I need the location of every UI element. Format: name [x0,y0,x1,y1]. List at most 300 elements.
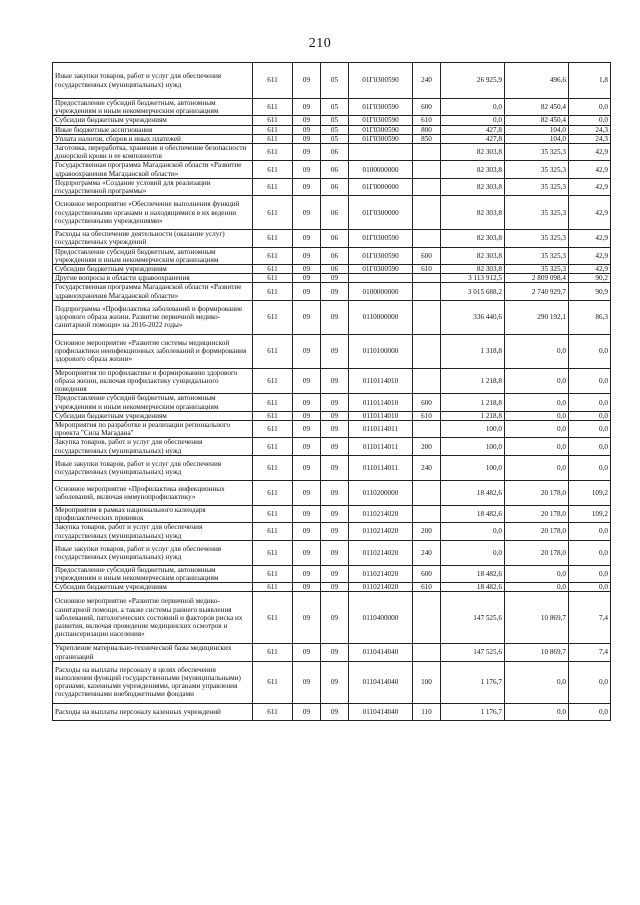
cell-actual-amount: 0,0 [505,421,569,438]
cell-section-code: 09 [293,334,321,368]
table-row [53,144,611,161]
cell-section-code: 09 [293,144,321,161]
cell-expense-type [413,283,441,300]
cell-name: Иные закупки товаров, работ и услуг для обеспечения государственных (муниципальных) нужд [53,540,253,565]
cell-ministry-code: 611 [253,565,293,582]
cell-name: Иные закупки товаров, работ и услуг для обеспечения государственных (муниципальных) нужд [53,455,253,480]
cell-expense-type: 600 [413,565,441,582]
cell-expense-type [413,592,441,644]
cell-expense-type: 610 [413,583,441,592]
cell-subsection-code: 09 [321,334,349,368]
cell-ministry-code: 611 [253,63,293,99]
cell-expense-type: 850 [413,134,441,143]
cell-ministry-code: 611 [253,368,293,394]
cell-name: Основное мероприятие «Развитие системы медицинской профилактики неинфекционных заболеваний и формирования здорового образа жизни» [53,334,253,368]
table-row [53,394,611,411]
cell-section-code: 09 [293,99,321,116]
cell-target-article: 01Г0300590 [349,125,413,134]
cell-percent: 42,9 [569,161,611,178]
table-row [53,644,611,661]
cell-percent: 0,0 [569,368,611,394]
cell-expense-type [413,230,441,247]
cell-ministry-code: 611 [253,505,293,522]
cell-planned-amount: 336 440,6 [441,300,505,334]
cell-ministry-code: 611 [253,421,293,438]
cell-name: Подпрограмма «Создание условий для реализации государственной программы» [53,178,253,195]
cell-expense-type [413,300,441,334]
cell-actual-amount: 0,0 [505,411,569,420]
cell-section-code: 09 [293,592,321,644]
cell-percent: 0,0 [569,421,611,438]
cell-actual-amount: 82 450,4 [505,99,569,116]
cell-ministry-code: 611 [253,480,293,505]
cell-expense-type: 600 [413,247,441,264]
cell-actual-amount: 10 869,7 [505,644,569,661]
cell-expense-type [413,178,441,195]
cell-target-article: 0100000000 [349,283,413,300]
cell-subsection-code: 09 [321,583,349,592]
cell-subsection-code: 06 [321,196,349,230]
cell-expense-type: 100 [413,661,441,703]
cell-target-article [349,274,413,283]
cell-actual-amount: 35 325,3 [505,230,569,247]
cell-section-code: 09 [293,661,321,703]
cell-name: Заготовка, переработка, хранение и обеспечение безопасности донорской крови и ее компонентов [53,144,253,161]
cell-planned-amount: 82 303,8 [441,178,505,195]
cell-percent: 0,0 [569,334,611,368]
cell-target-article: 0100000000 [349,161,413,178]
cell-subsection-code: 09 [321,661,349,703]
cell-percent: 1,8 [569,63,611,99]
cell-actual-amount: 35 325,3 [505,196,569,230]
cell-subsection-code: 05 [321,63,349,99]
cell-ministry-code: 611 [253,523,293,540]
cell-actual-amount: 0,0 [505,455,569,480]
cell-expense-type: 610 [413,265,441,274]
cell-section-code: 09 [293,523,321,540]
cell-target-article: 01Г0000000 [349,178,413,195]
cell-percent: 109,2 [569,505,611,522]
cell-ministry-code: 611 [253,438,293,455]
cell-actual-amount: 496,6 [505,63,569,99]
cell-ministry-code: 611 [253,411,293,420]
table-row [53,583,611,592]
cell-percent: 0,0 [569,583,611,592]
cell-target-article: 0110400000 [349,592,413,644]
cell-subsection-code: 09 [321,283,349,300]
cell-expense-type [413,368,441,394]
cell-expense-type [413,480,441,505]
cell-subsection-code: 09 [321,703,349,720]
cell-ministry-code: 611 [253,394,293,411]
cell-actual-amount: 104,0 [505,134,569,143]
cell-name: Мероприятия по разработке и реализации регионального проекта "Сила Магадана" [53,421,253,438]
cell-ministry-code: 611 [253,99,293,116]
table-row [53,505,611,522]
cell-ministry-code: 611 [253,661,293,703]
cell-name: Основное мероприятие «Обеспечение выполнения функций государственными органами и находящимися в их ведении государственными учреждениями» [53,196,253,230]
cell-section-code: 09 [293,178,321,195]
cell-ministry-code: 611 [253,196,293,230]
cell-percent: 42,9 [569,196,611,230]
cell-planned-amount: 0,0 [441,116,505,125]
cell-subsection-code: 09 [321,368,349,394]
cell-section-code: 09 [293,421,321,438]
cell-actual-amount: 10 869,7 [505,592,569,644]
cell-planned-amount: 18 482,6 [441,565,505,582]
table-row [53,230,611,247]
table-row [53,540,611,565]
cell-percent: 109,2 [569,480,611,505]
cell-name: Предоставление субсидий бюджетным, автономным учреждениям и иным некоммерческим организациям [53,565,253,582]
cell-subsection-code: 05 [321,116,349,125]
cell-expense-type: 240 [413,455,441,480]
table-row [53,178,611,195]
cell-expense-type [413,505,441,522]
cell-actual-amount: 35 325,3 [505,247,569,264]
cell-planned-amount: 427,8 [441,134,505,143]
cell-name: Расходы на обеспечение деятельности (оказание услуг) государственных учреждений [53,230,253,247]
budget-table [52,62,611,721]
cell-actual-amount: 20 178,0 [505,540,569,565]
cell-subsection-code: 06 [321,265,349,274]
cell-actual-amount: 2 740 929,7 [505,283,569,300]
cell-planned-amount: 0,0 [441,523,505,540]
cell-planned-amount: 0,0 [441,540,505,565]
cell-subsection-code: 09 [321,421,349,438]
cell-actual-amount: 2 809 098,4 [505,274,569,283]
cell-actual-amount: 290 192,1 [505,300,569,334]
cell-percent: 0,0 [569,703,611,720]
cell-expense-type [413,421,441,438]
cell-name: Субсидии бюджетным учреждениям [53,265,253,274]
table-row [53,274,611,283]
cell-ministry-code: 611 [253,300,293,334]
cell-expense-type: 200 [413,438,441,455]
cell-percent: 0,0 [569,565,611,582]
cell-percent: 0,0 [569,661,611,703]
cell-expense-type: 610 [413,116,441,125]
cell-section-code: 09 [293,230,321,247]
cell-target-article: 0110414040 [349,661,413,703]
cell-target-article: 01Г0300590 [349,265,413,274]
cell-target-article: 0110214020 [349,565,413,582]
cell-planned-amount: 82 303,8 [441,265,505,274]
cell-target-article: 0110000000 [349,300,413,334]
cell-target-article: 0110114011 [349,455,413,480]
table-row [53,161,611,178]
table-row [53,438,611,455]
cell-planned-amount: 82 303,8 [441,144,505,161]
cell-ministry-code: 611 [253,230,293,247]
cell-percent: 42,9 [569,265,611,274]
cell-percent: 0,0 [569,99,611,116]
cell-planned-amount: 18 482,6 [441,480,505,505]
cell-ministry-code: 611 [253,265,293,274]
cell-subsection-code: 09 [321,505,349,522]
cell-ministry-code: 611 [253,644,293,661]
cell-section-code: 09 [293,455,321,480]
cell-ministry-code: 611 [253,283,293,300]
cell-percent: 0,0 [569,116,611,125]
cell-name: Закупка товаров, работ и услуг для обеспечения государственных (муниципальных) нужд [53,523,253,540]
cell-target-article: 01Г0300590 [349,116,413,125]
page-number: 210 [308,36,332,51]
cell-planned-amount: 3 113 912,5 [441,274,505,283]
cell-section-code: 09 [293,540,321,565]
cell-expense-type [413,274,441,283]
cell-name: Мероприятия в рамках национального календаря профилактических прививок [53,505,253,522]
cell-section-code: 09 [293,300,321,334]
cell-ministry-code: 611 [253,144,293,161]
cell-target-article: 01Г0300590 [349,230,413,247]
cell-name: Мероприятия по профилактике и формированию здорового образа жизни, включая профилактику суицидального поведения [53,368,253,394]
cell-target-article: 0110114011 [349,421,413,438]
cell-expense-type: 600 [413,99,441,116]
cell-target-article: 0110414040 [349,644,413,661]
cell-ministry-code: 611 [253,134,293,143]
cell-section-code: 09 [293,583,321,592]
cell-ministry-code: 611 [253,178,293,195]
cell-subsection-code: 09 [321,411,349,420]
cell-name: Субсидии бюджетным учреждениям [53,411,253,420]
cell-subsection-code: 09 [321,300,349,334]
cell-percent: 90,2 [569,274,611,283]
cell-subsection-code: 09 [321,394,349,411]
cell-subsection-code: 09 [321,592,349,644]
cell-percent: 7,4 [569,592,611,644]
cell-name: Государственная программа Магаданской области «Развитие здравоохранения Магаданской области» [53,283,253,300]
cell-section-code: 09 [293,411,321,420]
cell-target-article [349,144,413,161]
cell-target-article: 0110214020 [349,540,413,565]
cell-percent: 42,9 [569,178,611,195]
cell-planned-amount: 82 303,8 [441,247,505,264]
cell-actual-amount: 0,0 [505,565,569,582]
cell-target-article: 01Г0300590 [349,134,413,143]
cell-target-article: 0110214020 [349,505,413,522]
cell-section-code: 09 [293,565,321,582]
cell-subsection-code: 06 [321,247,349,264]
cell-planned-amount: 100,0 [441,438,505,455]
cell-actual-amount: 0,0 [505,703,569,720]
cell-percent: 0,0 [569,523,611,540]
table-row [53,592,611,644]
cell-actual-amount: 104,0 [505,125,569,134]
table-row [53,283,611,300]
cell-planned-amount: 1 176,7 [441,661,505,703]
cell-planned-amount: 0,0 [441,99,505,116]
cell-planned-amount: 147 525,6 [441,644,505,661]
cell-actual-amount: 35 325,3 [505,161,569,178]
cell-section-code: 09 [293,703,321,720]
cell-name: Субсидии бюджетным учреждениям [53,583,253,592]
cell-ministry-code: 611 [253,274,293,283]
cell-subsection-code: 05 [321,134,349,143]
cell-name: Подпрограмма «Профилактика заболеваний и формирование здорового образа жизни. Развитие первичной медико-санитарной помощи» на 2016-2022 годы» [53,300,253,334]
table-row [53,334,611,368]
cell-section-code: 09 [293,116,321,125]
cell-target-article: 01Г0300590 [349,247,413,264]
cell-planned-amount: 82 303,8 [441,161,505,178]
cell-planned-amount: 26 925,9 [441,63,505,99]
cell-subsection-code: 09 [321,480,349,505]
table-row [53,265,611,274]
cell-percent: 42,9 [569,247,611,264]
cell-target-article: 01Г0300000 [349,196,413,230]
cell-name: Предоставление субсидий бюджетным, автономным учреждениям и иным некоммерческим организациям [53,394,253,411]
cell-subsection-code: 09 [321,455,349,480]
cell-section-code: 09 [293,274,321,283]
cell-planned-amount: 82 303,8 [441,230,505,247]
cell-name: Основное мероприятие «Развитие первичной медико-санитарной помощи, а также системы раннего выявления заболеваний, патологических состояний и факторов риска их развития, включая проведение медицинских осмотров и диспансеризации населения» [53,592,253,644]
cell-expense-type [413,644,441,661]
cell-subsection-code: 09 [321,644,349,661]
table-row [53,125,611,134]
cell-target-article: 01Г0300590 [349,99,413,116]
cell-name: Укрепление материально-технической базы медицинских организаций [53,644,253,661]
table-row [53,116,611,125]
cell-percent: 0,0 [569,455,611,480]
cell-ministry-code: 611 [253,455,293,480]
cell-planned-amount: 18 482,6 [441,505,505,522]
table-row [53,523,611,540]
cell-percent: 0,0 [569,394,611,411]
cell-section-code: 09 [293,134,321,143]
cell-percent: 86,3 [569,300,611,334]
cell-subsection-code: 09 [321,523,349,540]
cell-target-article: 0110214020 [349,523,413,540]
cell-section-code: 09 [293,394,321,411]
cell-target-article: 0110414040 [349,703,413,720]
cell-expense-type: 800 [413,125,441,134]
cell-ministry-code: 611 [253,161,293,178]
cell-planned-amount: 1 218,8 [441,368,505,394]
cell-name: Закупка товаров, работ и услуг для обеспечения государственных (муниципальных) нужд [53,438,253,455]
cell-percent: 0,0 [569,411,611,420]
table-row [53,368,611,394]
cell-subsection-code: 05 [321,125,349,134]
cell-expense-type: 240 [413,63,441,99]
cell-planned-amount: 1 318,8 [441,334,505,368]
cell-subsection-code: 05 [321,99,349,116]
cell-name: Предоставление субсидий бюджетным, автономным учреждениям и иным некоммерческим организациям [53,247,253,264]
cell-percent: 42,9 [569,144,611,161]
cell-section-code: 09 [293,283,321,300]
table-row [53,421,611,438]
table-body [53,63,611,721]
cell-actual-amount: 0,0 [505,394,569,411]
cell-percent: 42,9 [569,230,611,247]
cell-actual-amount: 82 450,4 [505,116,569,125]
cell-actual-amount: 0,0 [505,661,569,703]
cell-ministry-code: 611 [253,540,293,565]
cell-subsection-code: 06 [321,161,349,178]
table-row [53,99,611,116]
cell-section-code: 09 [293,63,321,99]
cell-percent: 7,4 [569,644,611,661]
cell-actual-amount: 35 325,3 [505,178,569,195]
cell-expense-type: 610 [413,411,441,420]
cell-section-code: 09 [293,125,321,134]
cell-name: Уплата налогов, сборов и иных платежей [53,134,253,143]
cell-percent: 0,0 [569,438,611,455]
table-row [53,300,611,334]
table-row [53,63,611,99]
table-row [53,411,611,420]
cell-expense-type [413,144,441,161]
cell-section-code: 09 [293,480,321,505]
cell-ministry-code: 611 [253,583,293,592]
cell-name: Иные закупки товаров, работ и услуг для обеспечения государственных (муниципальных) нужд [53,63,253,99]
cell-expense-type: 200 [413,523,441,540]
cell-ministry-code: 611 [253,592,293,644]
cell-target-article: 0110114011 [349,438,413,455]
cell-ministry-code: 611 [253,125,293,134]
cell-planned-amount: 1 218,8 [441,394,505,411]
cell-target-article: 01Г0300590 [349,63,413,99]
table-row [53,703,611,720]
cell-expense-type [413,161,441,178]
cell-section-code: 09 [293,368,321,394]
cell-actual-amount: 20 178,0 [505,480,569,505]
cell-expense-type [413,196,441,230]
cell-name: Субсидии бюджетным учреждениям [53,116,253,125]
cell-target-article: 0110100000 [349,334,413,368]
cell-percent: 0,0 [569,540,611,565]
cell-ministry-code: 611 [253,334,293,368]
cell-subsection-code: 09 [321,565,349,582]
cell-percent: 24,3 [569,125,611,134]
cell-subsection-code: 09 [321,438,349,455]
cell-subsection-code: 06 [321,144,349,161]
cell-section-code: 09 [293,247,321,264]
cell-actual-amount: 20 178,0 [505,523,569,540]
cell-planned-amount: 3 015 688,2 [441,283,505,300]
table-row [53,565,611,582]
cell-planned-amount: 18 482,6 [441,583,505,592]
cell-expense-type: 600 [413,394,441,411]
cell-name: Государственная программа Магаданской области «Развитие здравоохранения Магаданской области» [53,161,253,178]
cell-planned-amount: 82 303,8 [441,196,505,230]
cell-section-code: 09 [293,505,321,522]
cell-expense-type: 110 [413,703,441,720]
cell-actual-amount: 0,0 [505,438,569,455]
table-row [53,661,611,703]
cell-planned-amount: 1 176,7 [441,703,505,720]
cell-name: Основное мероприятие «Профилактика инфекционных заболеваний, включая иммунопрофилактику» [53,480,253,505]
cell-expense-type: 240 [413,540,441,565]
cell-name: Расходы на выплаты персоналу казенных учреждений [53,703,253,720]
cell-ministry-code: 611 [253,247,293,264]
cell-section-code: 09 [293,438,321,455]
cell-actual-amount: 35 325,3 [505,265,569,274]
cell-actual-amount: 35 325,3 [505,144,569,161]
cell-planned-amount: 100,0 [441,421,505,438]
cell-target-article: 0110214020 [349,583,413,592]
cell-section-code: 09 [293,265,321,274]
table-row [53,196,611,230]
cell-target-article: 0110114010 [349,368,413,394]
table-row [53,455,611,480]
cell-planned-amount: 100,0 [441,455,505,480]
cell-percent: 24,3 [569,134,611,143]
cell-name: Иные бюджетные ассигнования [53,125,253,134]
cell-expense-type [413,334,441,368]
cell-ministry-code: 611 [253,703,293,720]
cell-section-code: 09 [293,161,321,178]
cell-section-code: 09 [293,644,321,661]
